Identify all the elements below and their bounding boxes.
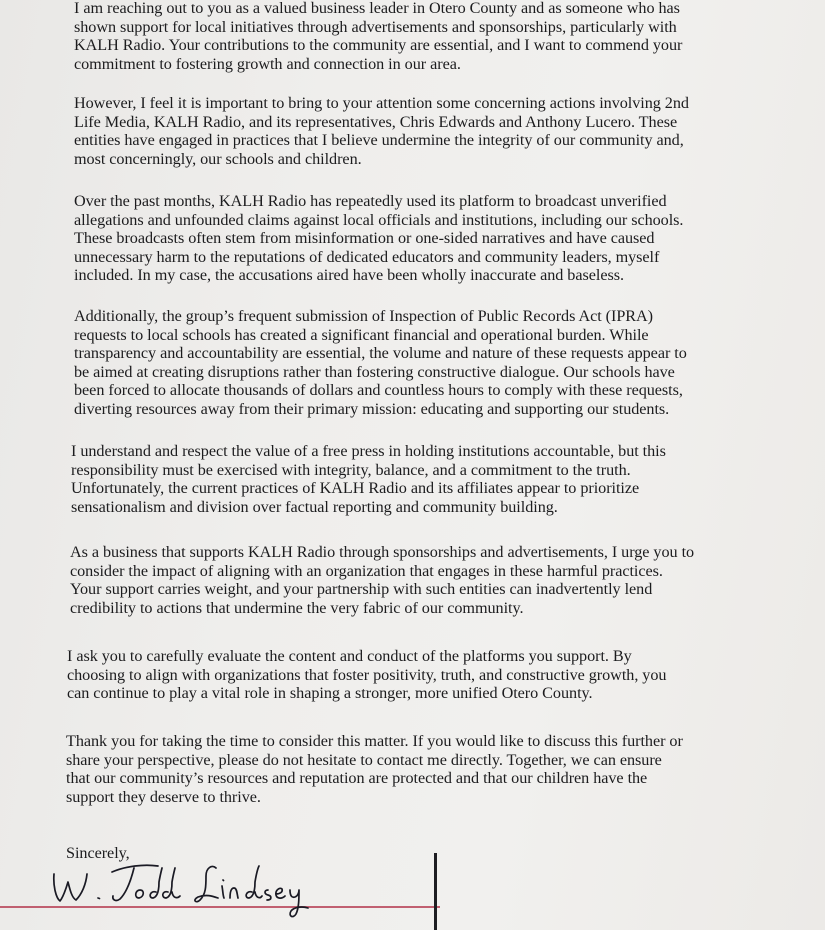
paragraph-line: choosing to align with organizations that foster positivity, truth, and constructive growth, you (67, 665, 667, 684)
closing-salutation: Sincerely, (66, 844, 130, 862)
paragraph-introduction (74, 0, 682, 73)
paragraph-line: responsibility must be exercised with integrity, balance, and a commitment to the truth. (71, 460, 631, 479)
paragraph-line: consider the impact of aligning with an organization that engages in these harmful practices. (70, 561, 663, 580)
paragraph-line: entities have engaged in practices that I believe undermine the integrity of our community and, (74, 131, 684, 150)
paragraph-line: be aimed at creating disruptions rather than fostering constructive dialogue. Our schools have (74, 362, 675, 381)
paragraph-line: unnecessary harm to the reputations of dedicated educators and community leaders, myself (74, 247, 660, 266)
paragraph-line: sensationalism and division over factual reporting and community building. (71, 497, 558, 516)
paragraph-sponsorship-appeal (70, 543, 694, 617)
paragraph-line: Over the past months, KALH Radio has repeatedly used its platform to broadcast unverified (74, 192, 667, 210)
paragraph-line: These broadcasts often stem from misinformation or one-sided narratives and have caused (74, 229, 655, 248)
paragraph-line: been forced to allocate thousands of dollars and countless hours to comply with these requests, (74, 381, 683, 400)
paragraph-evaluation-request (67, 647, 666, 703)
paragraph-line: diverting resources away from their primary mission: educating and supporting our students. (74, 399, 670, 418)
paragraph-line: included. In my case, the accusations aired have been wholly inaccurate and baseless. (74, 266, 624, 285)
paragraph-line: requests to local schools has created a significant financial and operational burden. While (74, 325, 649, 344)
paragraph-line: I am reaching out to you as a valued business leader in Otero County and as someone who has (74, 0, 680, 17)
paragraph-thank-you (66, 732, 683, 806)
paragraph-line: KALH Radio. Your contributions to the community are essential, and I want to commend your (74, 36, 683, 55)
paragraph-line: Your support carries weight, and your partnership with such entities can inadvertently lend (70, 580, 653, 599)
paragraph-line: I ask you to carefully evaluate the content and conduct of the platforms you support. By (67, 647, 632, 665)
paragraph-ipra-requests (74, 307, 687, 419)
paragraph-concerns (74, 94, 689, 168)
paragraph-line: that our community’s resources and reputation are protected and that our children have the (66, 769, 648, 788)
paragraph-line: I understand and respect the value of a free press in holding institutions accountable, but this (71, 442, 666, 460)
paragraph-line: Life Media, KALH Radio, and its representatives, Chris Edwards and Anthony Lucero. These (74, 112, 678, 131)
paragraph-free-press (71, 442, 666, 516)
paragraph-line: can continue to play a vital role in shaping a stronger, more unified Otero County. (67, 684, 593, 703)
vertical-pen-mark (434, 853, 437, 930)
paragraph-line: As a business that supports KALH Radio through sponsorships and advertisements, I urge you to (70, 543, 695, 561)
paragraph-line: Additionally, the group’s frequent submission of Inspection of Public Records Act (IPRA) (74, 307, 654, 325)
paragraph-line: most concerningly, our schools and children. (74, 149, 362, 168)
paragraph-line: However, I feel it is important to bring to your attention some concerning actions involving 2nd (74, 94, 689, 112)
paragraph-line: commitment to fostering growth and connection in our area. (74, 54, 461, 73)
paragraph-line: share your perspective, please do not hesitate to contact me directly. Together, we can ensure (66, 750, 662, 769)
paragraph-line: support they deserve to thrive. (66, 787, 261, 806)
paragraph-line: allegations and unfounded claims against local officials and institutions, including our schools. (74, 210, 684, 229)
paragraph-line: Unfortunately, the current practices of KALH Radio and its affiliates appear to prioritize (71, 479, 640, 498)
handwritten-signature (40, 852, 330, 922)
paragraph-broadcasts (74, 192, 683, 285)
paragraph-line: shown support for local initiatives through advertisements and sponsorships, particularly with (74, 17, 677, 36)
paragraph-line: transparency and accountability are essential, the volume and nature of these requests appear to (74, 344, 687, 363)
paragraph-line: Thank you for taking the time to consider this matter. If you would like to discuss this further or (66, 732, 683, 750)
paragraph-line: credibility to actions that undermine the very fabric of our community. (70, 598, 524, 617)
